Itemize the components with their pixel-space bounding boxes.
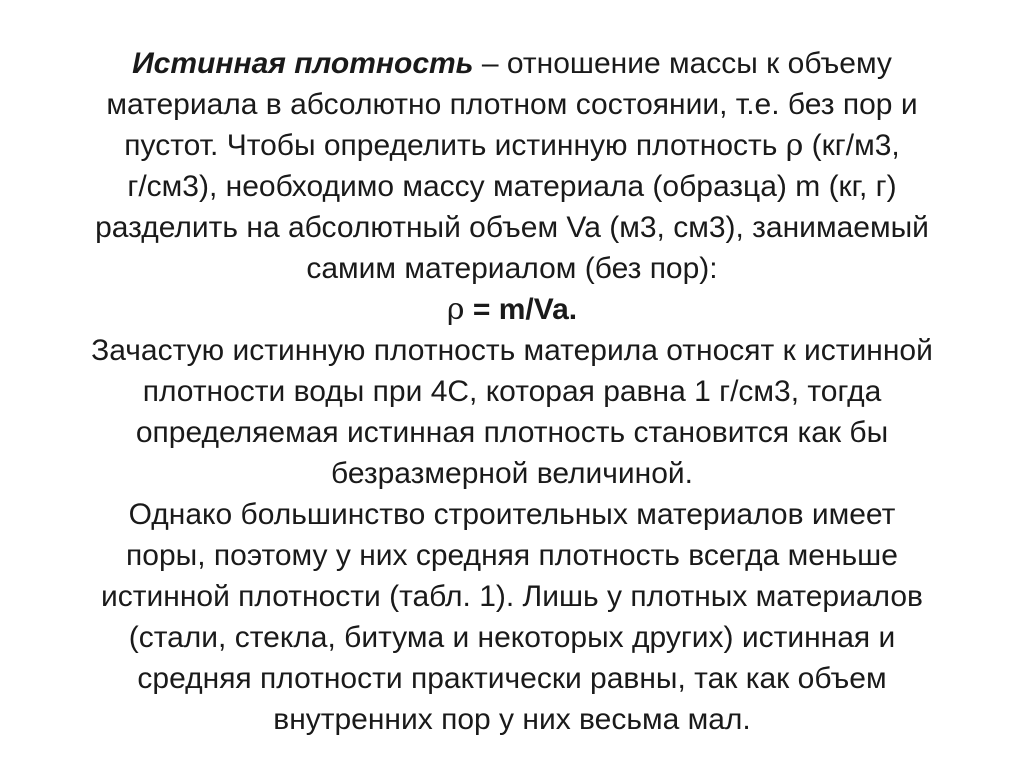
term-true-density: Истинная плотность bbox=[132, 47, 474, 80]
density-formula bbox=[20, 289, 1004, 330]
paragraph1-line2: материала в абсолютно плотном состоянии, т.е. без пор и bbox=[106, 88, 918, 121]
formula-rho-symbol: ρ bbox=[446, 292, 465, 327]
paragraph1-line4: г/см3), необходимо массу материала (образца) m (кг, г) bbox=[127, 170, 897, 203]
paragraph1-line3-start: пустот. Чтобы определить истинную плотность bbox=[124, 129, 786, 162]
paragraph2-line4: безразмерной величиной. bbox=[330, 457, 694, 490]
paragraph3-line3: истинной плотности (табл. 1). Лишь у плотных материалов bbox=[101, 580, 923, 613]
paragraph3-line5: средняя плотности практически равны, так как объем bbox=[137, 662, 887, 695]
rho-symbol: ρ bbox=[785, 128, 804, 163]
paragraph1-line1 bbox=[20, 43, 1004, 84]
paragraph1-line1-rest: – отношение массы к объему bbox=[473, 47, 892, 80]
paragraph1-line3-end: (кг/м3, bbox=[803, 129, 900, 162]
paragraph2-line2: плотности воды при 4С, которая равна 1 г/см3, тогда bbox=[142, 375, 882, 408]
paragraph1-line6: самим материалом (без пор): bbox=[306, 252, 718, 285]
paragraph3-line2: поры, поэтому у них средняя плотность всегда меньше bbox=[126, 539, 898, 572]
paragraph3-line6: внутренних пор у них весьма мал. bbox=[273, 703, 751, 736]
slide-text bbox=[20, 43, 1004, 740]
paragraph1-line5: разделить на абсолютный объем Va (м3, см3), занимаемый bbox=[95, 211, 929, 244]
formula-expression: = m/Va. bbox=[464, 293, 578, 326]
paragraph3-line1: Однако большинство строительных материалов имеет bbox=[128, 498, 896, 531]
paragraph3-line4: (стали, стекла, битума и некоторых других) истинная и bbox=[128, 621, 896, 654]
paragraph2-line1: Зачастую истинную плотность материла относят к истинной bbox=[91, 334, 933, 367]
paragraph2-line3: определяемая истинная плотность становится как бы bbox=[135, 416, 889, 449]
paragraph1-line3 bbox=[20, 125, 1004, 166]
